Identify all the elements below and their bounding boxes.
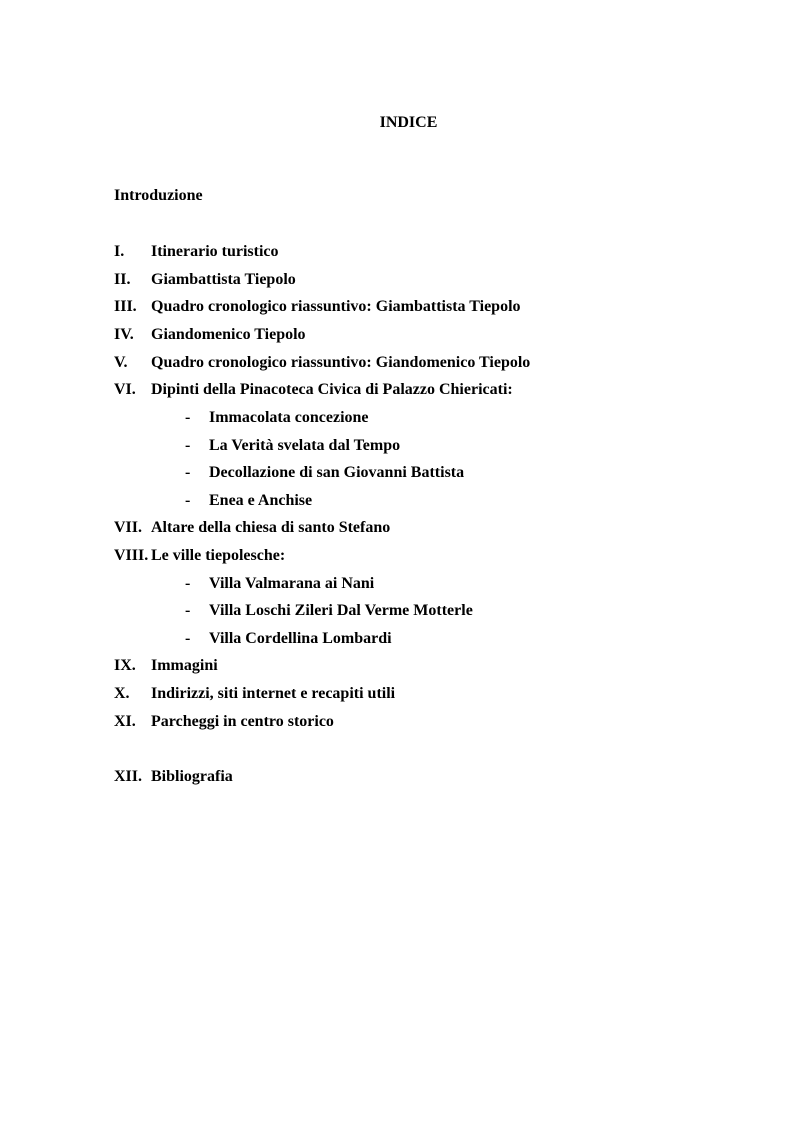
chapter-number: III. — [114, 298, 137, 315]
chapter-number: XII. — [114, 768, 143, 785]
chapter-title: Giandomenico Tiepolo — [151, 326, 306, 343]
chapter-title: Parcheggi in centro storico — [151, 713, 334, 730]
chapter-number: I. — [114, 243, 125, 260]
painting-title: La Verità svelata dal Tempo — [209, 437, 401, 454]
chapter-number: IX. — [114, 657, 136, 674]
chapter-title: Le ville tiepolesche: — [151, 547, 286, 564]
chapter-number: VIII. — [114, 547, 149, 564]
chapter-number: II. — [114, 271, 131, 288]
chapter-title: Quadro cronologico riassuntivo: Giambattista Tiepolo — [151, 298, 521, 315]
chapter-title: Immagini — [151, 657, 218, 674]
chapter-number: XI. — [114, 713, 136, 730]
chapter-title: Indirizzi, siti internet e recapiti utili — [151, 685, 396, 702]
chapter-number: VII. — [114, 519, 143, 536]
chapter-number: VI. — [114, 381, 136, 398]
list-dash: - — [185, 492, 191, 509]
chapter-number: V. — [114, 354, 128, 371]
list-dash: - — [185, 464, 191, 481]
painting-title: Decollazione di san Giovanni Battista — [209, 464, 465, 481]
list-dash: - — [185, 575, 191, 592]
chapter-title: Quadro cronologico riassuntivo: Giandomenico Tiepolo — [151, 354, 531, 371]
toc-intro-label: Introduzione — [114, 187, 203, 204]
villa-title: Villa Loschi Zileri Dal Verme Motterle — [209, 602, 473, 619]
painting-title: Enea e Anchise — [209, 492, 313, 509]
villa-title: Villa Cordellina Lombardi — [209, 630, 392, 647]
list-dash: - — [185, 409, 191, 426]
chapter-title: Dipinti della Pinacoteca Civica di Palazzo Chiericati: — [151, 381, 513, 398]
list-dash: - — [185, 602, 191, 619]
chapter-title: Altare della chiesa di santo Stefano — [151, 519, 391, 536]
chapter-title: Giambattista Tiepolo — [151, 271, 296, 288]
chapter-number: IV. — [114, 326, 134, 343]
chapter-title: Bibliografia — [151, 768, 233, 785]
chapter-number: X. — [114, 685, 130, 702]
painting-title: Immacolata concezione — [209, 409, 369, 426]
chapter-title: Itinerario turistico — [151, 243, 279, 260]
villa-title: Villa Valmarana ai Nani — [209, 575, 375, 592]
list-dash: - — [185, 630, 191, 647]
list-dash: - — [185, 437, 191, 454]
page-title: INDICE — [379, 114, 438, 131]
